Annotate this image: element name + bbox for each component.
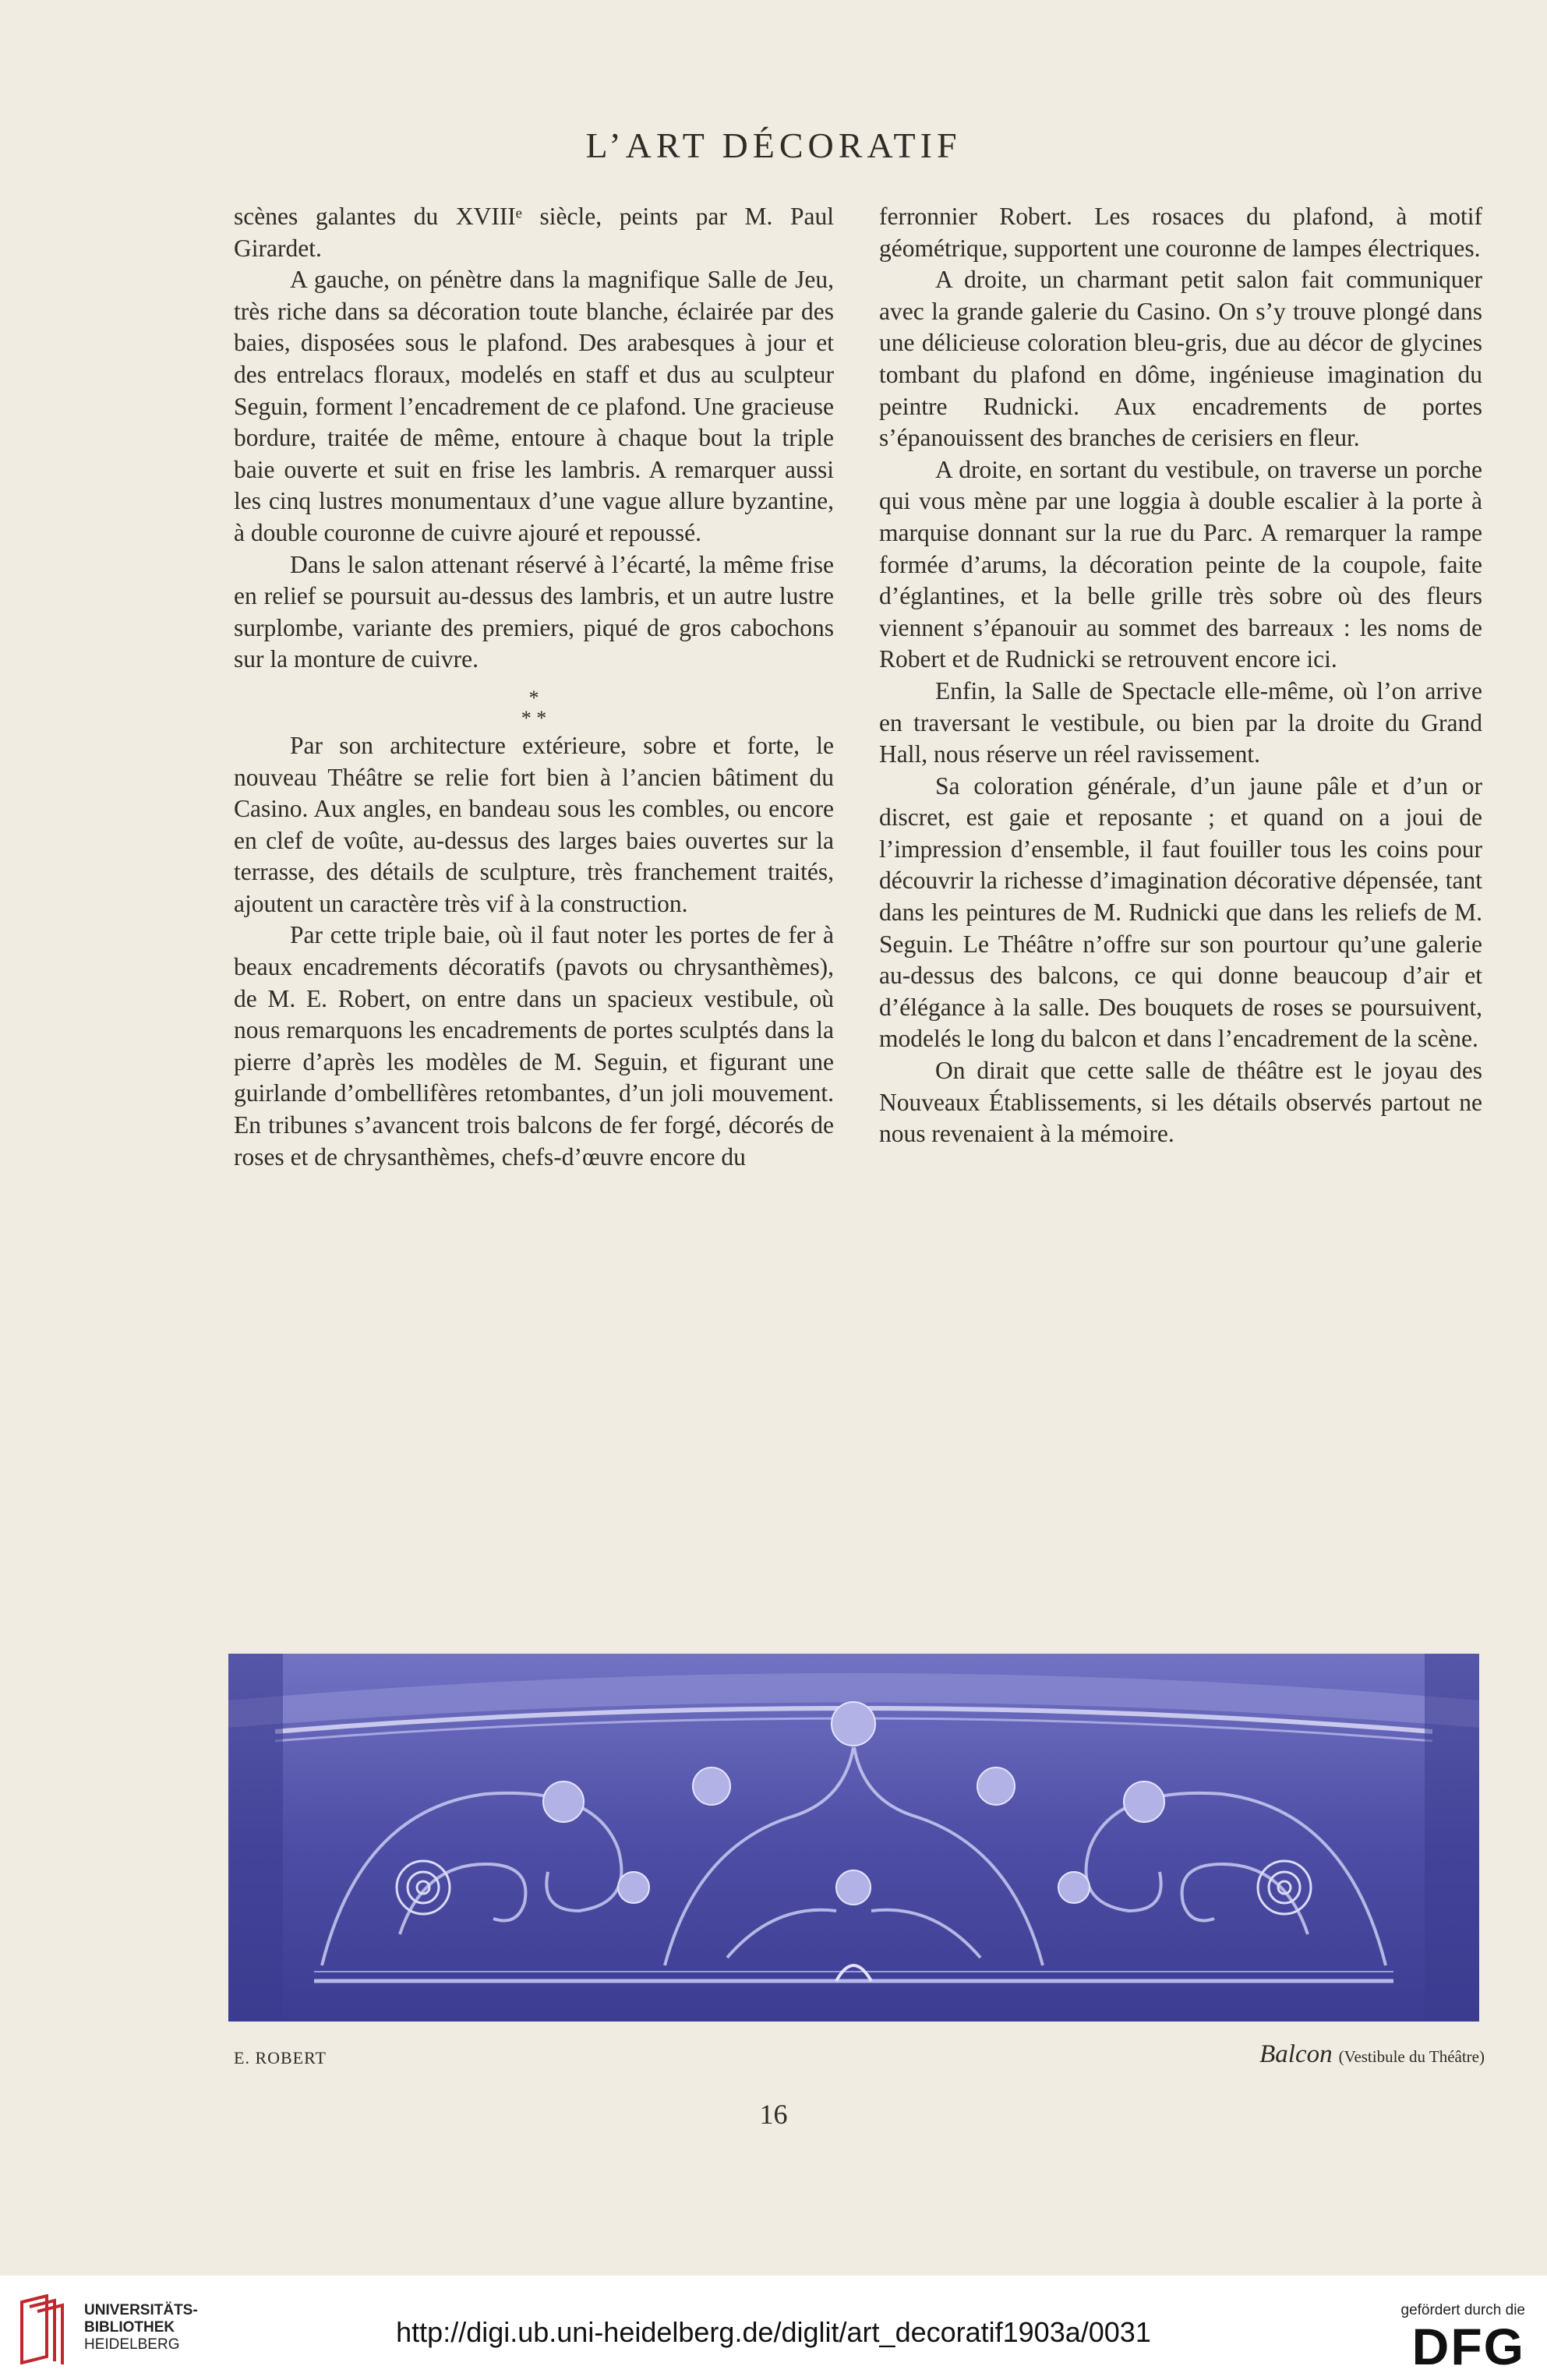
paragraph: A gauche, on pénètre dans la magnifique Salle de Jeu, très riche dans sa décoration toute blanche, éclairée par des baies, disposées sous le plafond. Des arabesques à jour et des entrelacs floraux, modelés en staff et dus au sculpteur Seguin, forment l’encadrement de ce plafond. Une gracieuse bordure, traitée de même, entoure à chaque bout la triple baie ouverte et suit en frise les lambris. A remarquer aussi les cinq lustres monumentaux d’une vague allure byzantine, à double couronne de cuivre ajouré et repoussé.: [234, 266, 834, 546]
library-name-line: UNIVERSITÄTS-: [84, 2302, 198, 2318]
paragraph: Sa coloration générale, d’un jaune pâle et d’un or discret, est gaie et reposante ; et quand on a joui de l’impression d’ensemble, il faut fouiller tous les coins pour découvrir la richesse d’imagination décorative dépensée, tant dans les peintures de M. Rudnicki que dans les reliefs de M. Seguin. Le Théâtre n’offre sur son pourtour qu’une galerie au-dessus des balcons, ce qui donne beaucoup d’air et d’élégance à la salle. Des bouquets de roses se poursuivent, modelés le long du balcon et dans l’encadrement de la scène.: [879, 772, 1482, 1053]
source-url-link[interactable]: http://digi.ub.uni-heidelberg.de/diglit/art_decoratif1903a/0031: [396, 2316, 1151, 2348]
plate-caption-title: Balcon: [1259, 2040, 1333, 2068]
dfg-logo: DFG: [1411, 2318, 1525, 2375]
page-number: 16: [759, 2099, 788, 2130]
sponsor-note: gefördert durch die: [1400, 2302, 1525, 2318]
plate-caption-sub: (Vestibule du Théâtre): [1338, 2047, 1485, 2066]
ironwork-illustration: [228, 1654, 1479, 2022]
paragraph: A droite, en sortant du vestibule, on traverse un porche qui vous mène par une loggia à double escalier à la porte à marquise donnant sur la rue du Parc. A remarquer la rampe formée d’arums, la décoration peinte de la coupole, faite d’églantines, et la belle grille très sobre où des fleurs viennent s’épanouir au sommet des barreaux : les noms de Robert et de Rudnicki se retrouvent encore ici.: [879, 455, 1482, 673]
paragraph: scènes galantes du XVIIIᵉ siècle, peints par M. Paul Girardet.: [234, 203, 834, 262]
right-column: [879, 201, 1482, 1150]
running-head: L’ART DÉCORATIF: [585, 125, 962, 165]
plate-caption: [1259, 2040, 1485, 2069]
paragraph: Dans le salon attenant réservé à l’écarté, la même frise en relief se poursuit au-dessus des lambris, et un autre lustre surplombe, variante des premiers, piqué de gros cabochons sur la monture de cuivre.: [234, 550, 834, 673]
left-column: [234, 201, 834, 1173]
balcony-plate-image: [228, 1654, 1479, 2022]
library-name-line: BIBLIOTHEK: [84, 2319, 175, 2336]
digitization-footer: [0, 2276, 1547, 2380]
library-name-line: HEIDELBERG: [84, 2336, 180, 2353]
paragraph: Par cette triple baie, où il faut noter les portes de fer à beaux encadrements décoratifs (pavots ou chrysanthèmes), de M. E. Robert, on entre dans un spacieux vestibule, où nous remarquons les encadrements de portes sculptés dans la pierre d’après les modèles de M. Seguin, et figurant une guirlande d’ombellifères retombantes, d’un joli mouvement. En tribunes s’avancent trois balcons de fer forgé, décorés de roses et de chrysanthèmes, chefs-d’œuvre encore du: [234, 921, 834, 1171]
plate-credit: E. ROBERT: [234, 2048, 327, 2067]
section-separator: * * *: [521, 686, 547, 729]
paragraph: Par son architecture extérieure, sobre et forte, le nouveau Théâtre se relie fort bien à l’ancien bâtiment du Casino. Aux angles, en bandeau sous les combles, ou encore en clef de voûte, au-dessus des larges baies ouvertes sur la terrasse, des détails de sculpture, très franchement traités, ajoutent un caractère très vif à la construction.: [234, 731, 834, 917]
paragraph: Enfin, la Salle de Spectacle elle-même, où l’on arrive en traversant le vestibule, ou bien par la droite du Grand Hall, nous réserve un réel ravissement.: [879, 676, 1482, 768]
paragraph: On dirait que cette salle de théâtre est le joyau des Nouveaux Établissements, si les détails observés partout ne nous revenaient à la mémoire.: [879, 1057, 1482, 1148]
paragraph: A droite, un charmant petit salon fait communiquer avec la grande galerie du Casino. On s’y trouve plongé dans une délicieuse coloration bleu-gris, due au décor de glycines tombant du plafond en dôme, ingénieuse imagination du peintre Rudnicki. Aux encadrements de portes s’épanouissent des branches de cerisiers en fleur.: [879, 266, 1482, 452]
paragraph: ferronnier Robert. Les rosaces du plafond, à motif géométrique, supportent une couronne de lampes électriques.: [879, 203, 1482, 262]
